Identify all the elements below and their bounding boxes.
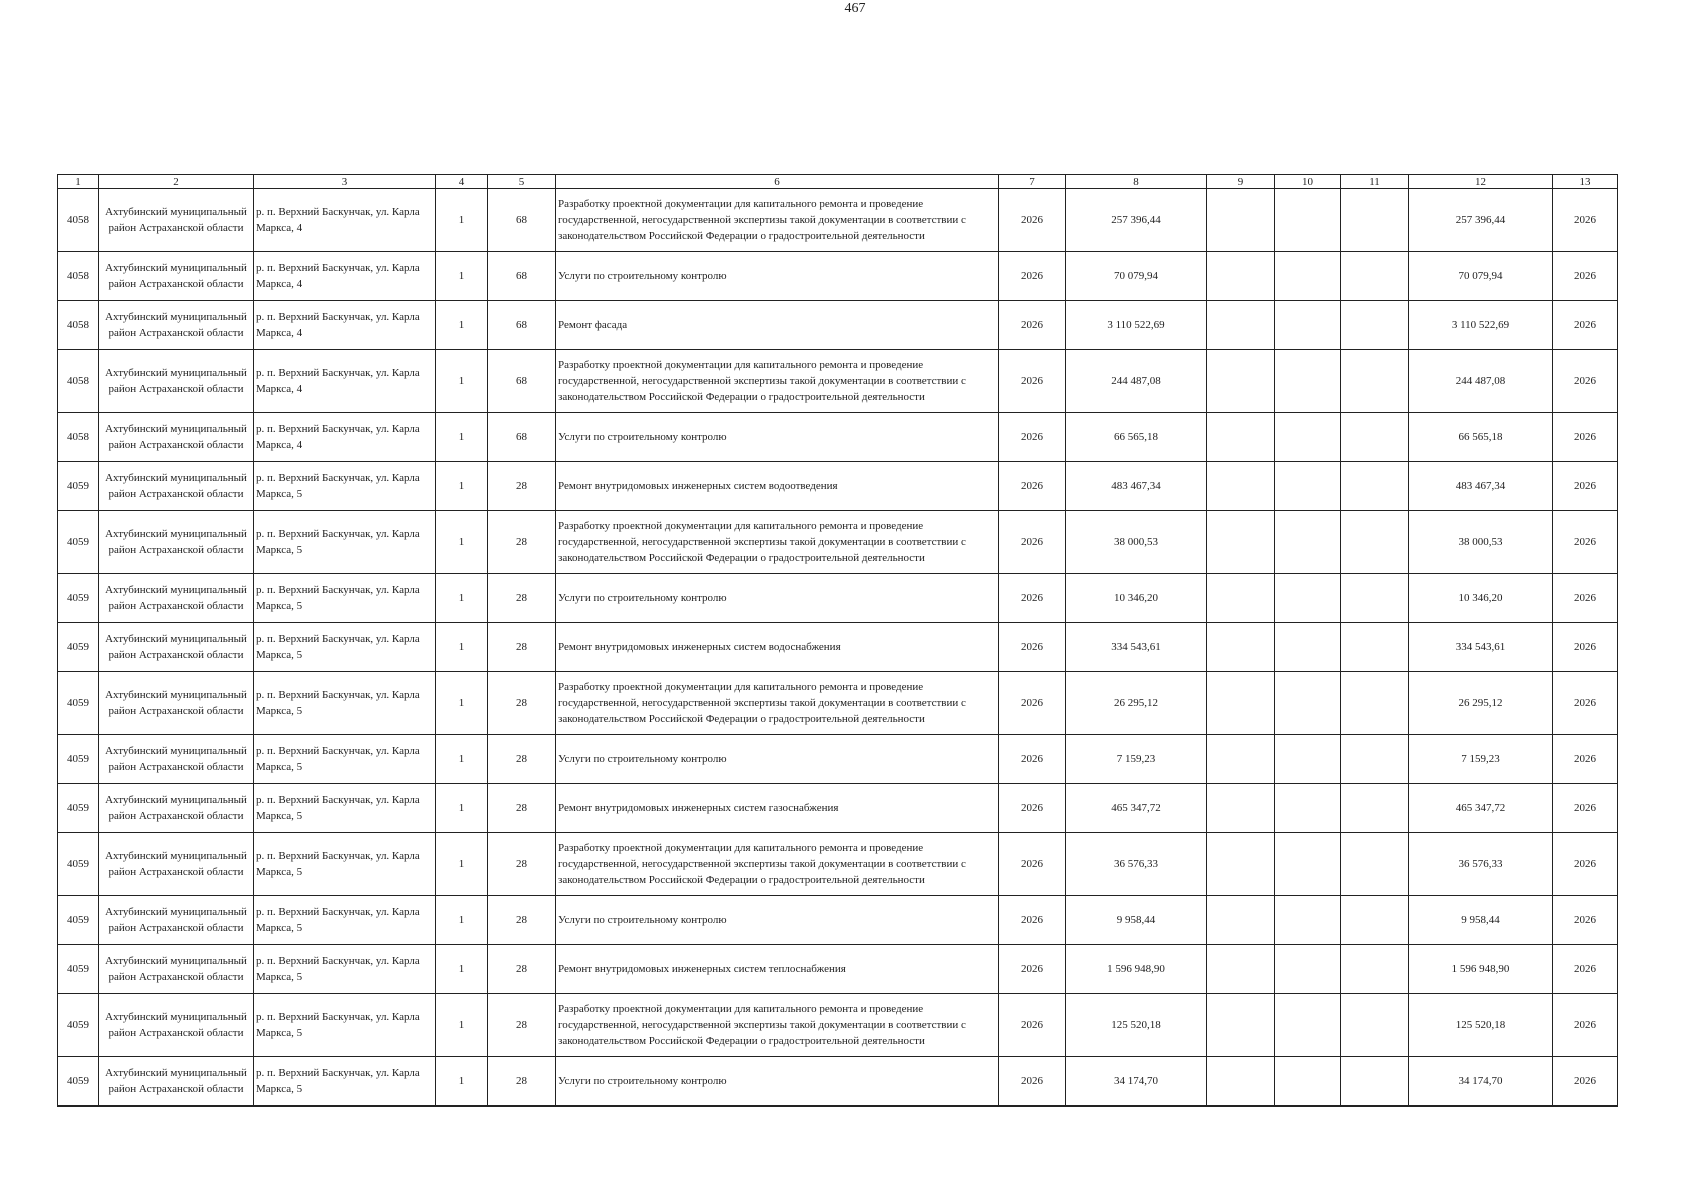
table-row (58, 252, 1618, 301)
cell-number: 4059 (58, 896, 99, 945)
cell-col12: 1 596 948,90 (1409, 945, 1553, 994)
cell-municipality: Ахтубинский муниципальный район Астраханской области (99, 833, 254, 896)
cell-work-type: Услуги по строительному контролю (556, 896, 999, 945)
cell-col9 (1207, 189, 1275, 252)
cell-col4: 1 (436, 945, 488, 994)
page-number: 467 (844, 1, 866, 16)
cell-number: 4059 (58, 574, 99, 623)
cell-col10 (1275, 735, 1341, 784)
column-header: 12 (1409, 175, 1553, 189)
cell-col9 (1207, 833, 1275, 896)
cell-address: р. п. Верхний Баскунчак, ул. Карла Маркса, 5 (254, 994, 436, 1057)
cell-address: р. п. Верхний Баскунчак, ул. Карла Маркса, 4 (254, 252, 436, 301)
cell-col9 (1207, 945, 1275, 994)
cell-col11 (1341, 896, 1409, 945)
cell-address: р. п. Верхний Баскунчак, ул. Карла Маркса, 5 (254, 784, 436, 833)
cell-col11 (1341, 301, 1409, 350)
table-row (58, 1057, 1618, 1107)
cell-municipality: Ахтубинский муниципальный район Астраханской области (99, 735, 254, 784)
cell-col5: 28 (488, 623, 556, 672)
cell-year: 2026 (999, 350, 1066, 413)
cell-number: 4059 (58, 784, 99, 833)
cell-col5: 68 (488, 189, 556, 252)
cell-col11 (1341, 413, 1409, 462)
cell-year: 2026 (999, 1057, 1066, 1107)
column-header: 13 (1553, 175, 1618, 189)
cell-col4: 1 (436, 350, 488, 413)
cell-col12: 26 295,12 (1409, 672, 1553, 735)
cell-number: 4058 (58, 413, 99, 462)
table-row (58, 350, 1618, 413)
cell-col5: 68 (488, 252, 556, 301)
cell-year: 2026 (999, 511, 1066, 574)
cell-col9 (1207, 784, 1275, 833)
cell-col13: 2026 (1553, 189, 1618, 252)
column-header: 7 (999, 175, 1066, 189)
cell-col5: 28 (488, 511, 556, 574)
cell-col4: 1 (436, 511, 488, 574)
header-row (58, 175, 1618, 189)
cell-municipality: Ахтубинский муниципальный район Астраханской области (99, 189, 254, 252)
cell-cost: 7 159,23 (1066, 735, 1207, 784)
table-row (58, 833, 1618, 896)
cell-year: 2026 (999, 735, 1066, 784)
cell-col11 (1341, 623, 1409, 672)
cell-cost: 465 347,72 (1066, 784, 1207, 833)
cell-col13: 2026 (1553, 301, 1618, 350)
cell-col12: 483 467,34 (1409, 462, 1553, 511)
cell-address: р. п. Верхний Баскунчак, ул. Карла Маркса, 5 (254, 833, 436, 896)
cell-work-type: Ремонт внутридомовых инженерных систем водоснабжения (556, 623, 999, 672)
cell-number: 4058 (58, 350, 99, 413)
cell-municipality: Ахтубинский муниципальный район Астраханской области (99, 413, 254, 462)
cell-number: 4059 (58, 1057, 99, 1107)
table-row (58, 574, 1618, 623)
cell-col11 (1341, 252, 1409, 301)
cell-address: р. п. Верхний Баскунчак, ул. Карла Маркса, 4 (254, 189, 436, 252)
cell-municipality: Ахтубинский муниципальный район Астраханской области (99, 1057, 254, 1107)
cell-col12: 10 346,20 (1409, 574, 1553, 623)
cell-col11 (1341, 833, 1409, 896)
cell-col5: 28 (488, 735, 556, 784)
table-row (58, 994, 1618, 1057)
cell-col13: 2026 (1553, 252, 1618, 301)
column-header: 9 (1207, 175, 1275, 189)
cell-work-type: Разработку проектной документации для капитального ремонта и проведение государственной, негосударственной экспертизы такой документации в соответствии с законодательством Российской Федерации о градостроительной деятельности (556, 189, 999, 252)
cell-cost: 10 346,20 (1066, 574, 1207, 623)
cell-year: 2026 (999, 574, 1066, 623)
cell-col10 (1275, 994, 1341, 1057)
cell-work-type: Услуги по строительному контролю (556, 735, 999, 784)
cell-col5: 28 (488, 994, 556, 1057)
cell-col9 (1207, 896, 1275, 945)
cell-year: 2026 (999, 623, 1066, 672)
cell-col10 (1275, 623, 1341, 672)
cell-work-type: Ремонт внутридомовых инженерных систем водоотведения (556, 462, 999, 511)
column-header: 10 (1275, 175, 1341, 189)
cell-col10 (1275, 896, 1341, 945)
cell-municipality: Ахтубинский муниципальный район Астраханской области (99, 462, 254, 511)
cell-col4: 1 (436, 1057, 488, 1107)
cell-col13: 2026 (1553, 994, 1618, 1057)
cell-address: р. п. Верхний Баскунчак, ул. Карла Маркса, 4 (254, 413, 436, 462)
cell-col11 (1341, 574, 1409, 623)
cell-work-type: Услуги по строительному контролю (556, 1057, 999, 1107)
cell-year: 2026 (999, 994, 1066, 1057)
cell-work-type: Ремонт внутридомовых инженерных систем теплоснабжения (556, 945, 999, 994)
cell-cost: 334 543,61 (1066, 623, 1207, 672)
cell-col11 (1341, 462, 1409, 511)
cell-col13: 2026 (1553, 896, 1618, 945)
cell-col9 (1207, 511, 1275, 574)
cell-work-type: Разработку проектной документации для капитального ремонта и проведение государственной, негосударственной экспертизы такой документации в соответствии с законодательством Российской Федерации о градостроительной деятельности (556, 511, 999, 574)
cell-col5: 68 (488, 413, 556, 462)
cell-col13: 2026 (1553, 462, 1618, 511)
column-header: 2 (99, 175, 254, 189)
cell-number: 4059 (58, 945, 99, 994)
cell-col13: 2026 (1553, 784, 1618, 833)
column-header: 5 (488, 175, 556, 189)
cell-col12: 465 347,72 (1409, 784, 1553, 833)
cell-col4: 1 (436, 896, 488, 945)
cell-number: 4059 (58, 833, 99, 896)
cell-col10 (1275, 1057, 1341, 1107)
cell-col11 (1341, 994, 1409, 1057)
table-row (58, 945, 1618, 994)
cell-municipality: Ахтубинский муниципальный район Астраханской области (99, 672, 254, 735)
cell-year: 2026 (999, 945, 1066, 994)
cell-municipality: Ахтубинский муниципальный район Астраханской области (99, 623, 254, 672)
cell-col12: 70 079,94 (1409, 252, 1553, 301)
cell-cost: 38 000,53 (1066, 511, 1207, 574)
cell-col4: 1 (436, 301, 488, 350)
cell-col4: 1 (436, 735, 488, 784)
cell-municipality: Ахтубинский муниципальный район Астраханской области (99, 252, 254, 301)
cell-number: 4058 (58, 301, 99, 350)
cell-col12: 34 174,70 (1409, 1057, 1553, 1107)
table-row (58, 784, 1618, 833)
cell-col12: 9 958,44 (1409, 896, 1553, 945)
cell-work-type: Услуги по строительному контролю (556, 574, 999, 623)
cell-col13: 2026 (1553, 413, 1618, 462)
cell-cost: 257 396,44 (1066, 189, 1207, 252)
cell-work-type: Разработку проектной документации для капитального ремонта и проведение государственной, негосударственной экспертизы такой документации в соответствии с законодательством Российской Федерации о градостроительной деятельности (556, 833, 999, 896)
cell-work-type: Ремонт внутридомовых инженерных систем газоснабжения (556, 784, 999, 833)
table-row (58, 735, 1618, 784)
table-row (58, 672, 1618, 735)
cell-col13: 2026 (1553, 833, 1618, 896)
cell-municipality: Ахтубинский муниципальный район Астраханской области (99, 994, 254, 1057)
cell-col12: 36 576,33 (1409, 833, 1553, 896)
cell-year: 2026 (999, 896, 1066, 945)
cell-col10 (1275, 413, 1341, 462)
cell-address: р. п. Верхний Баскунчак, ул. Карла Маркса, 4 (254, 301, 436, 350)
cell-col13: 2026 (1553, 623, 1618, 672)
cell-municipality: Ахтубинский муниципальный район Астраханской области (99, 945, 254, 994)
cell-col9 (1207, 462, 1275, 511)
cell-col13: 2026 (1553, 574, 1618, 623)
cell-col9 (1207, 413, 1275, 462)
cell-col11 (1341, 672, 1409, 735)
table-row (58, 413, 1618, 462)
cell-col10 (1275, 672, 1341, 735)
cell-col10 (1275, 301, 1341, 350)
table-body (58, 189, 1618, 1107)
table-row (58, 511, 1618, 574)
cell-year: 2026 (999, 301, 1066, 350)
cell-col13: 2026 (1553, 735, 1618, 784)
cell-col9 (1207, 1057, 1275, 1107)
cell-col4: 1 (436, 574, 488, 623)
cell-number: 4059 (58, 623, 99, 672)
cell-address: р. п. Верхний Баскунчак, ул. Карла Маркса, 5 (254, 462, 436, 511)
cell-address: р. п. Верхний Баскунчак, ул. Карла Маркса, 5 (254, 735, 436, 784)
table-row (58, 189, 1618, 252)
cell-address: р. п. Верхний Баскунчак, ул. Карла Маркса, 5 (254, 1057, 436, 1107)
cell-col10 (1275, 574, 1341, 623)
cell-cost: 483 467,34 (1066, 462, 1207, 511)
table-row (58, 896, 1618, 945)
cell-cost: 34 174,70 (1066, 1057, 1207, 1107)
capital-repair-table (57, 174, 1618, 1107)
cell-col10 (1275, 350, 1341, 413)
cell-cost: 3 110 522,69 (1066, 301, 1207, 350)
cell-col5: 28 (488, 1057, 556, 1107)
table-row (58, 462, 1618, 511)
cell-col5: 28 (488, 896, 556, 945)
cell-col12: 125 520,18 (1409, 994, 1553, 1057)
cell-col9 (1207, 672, 1275, 735)
cell-col11 (1341, 784, 1409, 833)
cell-col11 (1341, 945, 1409, 994)
cell-cost: 1 596 948,90 (1066, 945, 1207, 994)
cell-col9 (1207, 735, 1275, 784)
cell-cost: 26 295,12 (1066, 672, 1207, 735)
cell-col10 (1275, 189, 1341, 252)
cell-col4: 1 (436, 413, 488, 462)
cell-work-type: Услуги по строительному контролю (556, 413, 999, 462)
cell-year: 2026 (999, 672, 1066, 735)
cell-col4: 1 (436, 189, 488, 252)
table-row (58, 301, 1618, 350)
cell-year: 2026 (999, 784, 1066, 833)
cell-municipality: Ахтубинский муниципальный район Астраханской области (99, 511, 254, 574)
cell-cost: 70 079,94 (1066, 252, 1207, 301)
cell-col5: 28 (488, 833, 556, 896)
cell-col9 (1207, 350, 1275, 413)
cell-cost: 36 576,33 (1066, 833, 1207, 896)
cell-number: 4059 (58, 994, 99, 1057)
cell-year: 2026 (999, 413, 1066, 462)
cell-col12: 257 396,44 (1409, 189, 1553, 252)
cell-work-type: Разработку проектной документации для капитального ремонта и проведение государственной, негосударственной экспертизы такой документации в соответствии с законодательством Российской Федерации о градостроительной деятельности (556, 994, 999, 1057)
column-header: 4 (436, 175, 488, 189)
cell-year: 2026 (999, 189, 1066, 252)
cell-municipality: Ахтубинский муниципальный район Астраханской области (99, 301, 254, 350)
cell-number: 4059 (58, 735, 99, 784)
cell-col13: 2026 (1553, 1057, 1618, 1107)
column-header: 8 (1066, 175, 1207, 189)
cell-work-type: Разработку проектной документации для капитального ремонта и проведение государственной, негосударственной экспертизы такой документации в соответствии с законодательством Российской Федерации о градостроительной деятельности (556, 350, 999, 413)
cell-col10 (1275, 511, 1341, 574)
cell-address: р. п. Верхний Баскунчак, ул. Карла Маркса, 5 (254, 623, 436, 672)
cell-cost: 125 520,18 (1066, 994, 1207, 1057)
cell-col10 (1275, 462, 1341, 511)
cell-col11 (1341, 350, 1409, 413)
cell-number: 4059 (58, 511, 99, 574)
cell-col4: 1 (436, 462, 488, 511)
cell-col13: 2026 (1553, 511, 1618, 574)
cell-municipality: Ахтубинский муниципальный район Астраханской области (99, 350, 254, 413)
cell-col12: 3 110 522,69 (1409, 301, 1553, 350)
cell-col4: 1 (436, 623, 488, 672)
cell-col9 (1207, 301, 1275, 350)
cell-col4: 1 (436, 672, 488, 735)
cell-col4: 1 (436, 994, 488, 1057)
cell-col12: 7 159,23 (1409, 735, 1553, 784)
cell-col10 (1275, 784, 1341, 833)
cell-cost: 66 565,18 (1066, 413, 1207, 462)
cell-col11 (1341, 511, 1409, 574)
cell-col9 (1207, 994, 1275, 1057)
cell-col10 (1275, 252, 1341, 301)
table-row (58, 623, 1618, 672)
cell-address: р. п. Верхний Баскунчак, ул. Карла Маркса, 5 (254, 574, 436, 623)
cell-col9 (1207, 252, 1275, 301)
cell-col5: 28 (488, 574, 556, 623)
cell-col5: 28 (488, 945, 556, 994)
cell-col12: 38 000,53 (1409, 511, 1553, 574)
cell-col5: 28 (488, 672, 556, 735)
cell-col12: 334 543,61 (1409, 623, 1553, 672)
cell-col10 (1275, 945, 1341, 994)
cell-col12: 66 565,18 (1409, 413, 1553, 462)
cell-cost: 9 958,44 (1066, 896, 1207, 945)
cell-col9 (1207, 623, 1275, 672)
cell-col4: 1 (436, 784, 488, 833)
column-header: 3 (254, 175, 436, 189)
cell-number: 4059 (58, 672, 99, 735)
cell-col12: 244 487,08 (1409, 350, 1553, 413)
cell-work-type: Услуги по строительному контролю (556, 252, 999, 301)
cell-number: 4058 (58, 189, 99, 252)
cell-col5: 68 (488, 301, 556, 350)
cell-municipality: Ахтубинский муниципальный район Астраханской области (99, 896, 254, 945)
cell-col11 (1341, 1057, 1409, 1107)
cell-col13: 2026 (1553, 945, 1618, 994)
cell-number: 4059 (58, 462, 99, 511)
column-header: 6 (556, 175, 999, 189)
cell-number: 4058 (58, 252, 99, 301)
cell-col11 (1341, 189, 1409, 252)
cell-address: р. п. Верхний Баскунчак, ул. Карла Маркса, 5 (254, 672, 436, 735)
cell-col13: 2026 (1553, 672, 1618, 735)
cell-work-type: Ремонт фасада (556, 301, 999, 350)
column-header: 11 (1341, 175, 1409, 189)
cell-col4: 1 (436, 252, 488, 301)
cell-col13: 2026 (1553, 350, 1618, 413)
cell-address: р. п. Верхний Баскунчак, ул. Карла Маркса, 5 (254, 511, 436, 574)
cell-year: 2026 (999, 833, 1066, 896)
cell-year: 2026 (999, 252, 1066, 301)
cell-col4: 1 (436, 833, 488, 896)
cell-municipality: Ахтубинский муниципальный район Астраханской области (99, 574, 254, 623)
cell-year: 2026 (999, 462, 1066, 511)
cell-address: р. п. Верхний Баскунчак, ул. Карла Маркса, 5 (254, 945, 436, 994)
cell-cost: 244 487,08 (1066, 350, 1207, 413)
cell-col10 (1275, 833, 1341, 896)
column-header: 1 (58, 175, 99, 189)
cell-col5: 28 (488, 784, 556, 833)
cell-address: р. п. Верхний Баскунчак, ул. Карла Маркса, 5 (254, 896, 436, 945)
cell-col5: 28 (488, 462, 556, 511)
cell-col9 (1207, 574, 1275, 623)
cell-address: р. п. Верхний Баскунчак, ул. Карла Маркса, 4 (254, 350, 436, 413)
cell-work-type: Разработку проектной документации для капитального ремонта и проведение государственной, негосударственной экспертизы такой документации в соответствии с законодательством Российской Федерации о градостроительной деятельности (556, 672, 999, 735)
cell-municipality: Ахтубинский муниципальный район Астраханской области (99, 784, 254, 833)
cell-col11 (1341, 735, 1409, 784)
cell-col5: 68 (488, 350, 556, 413)
